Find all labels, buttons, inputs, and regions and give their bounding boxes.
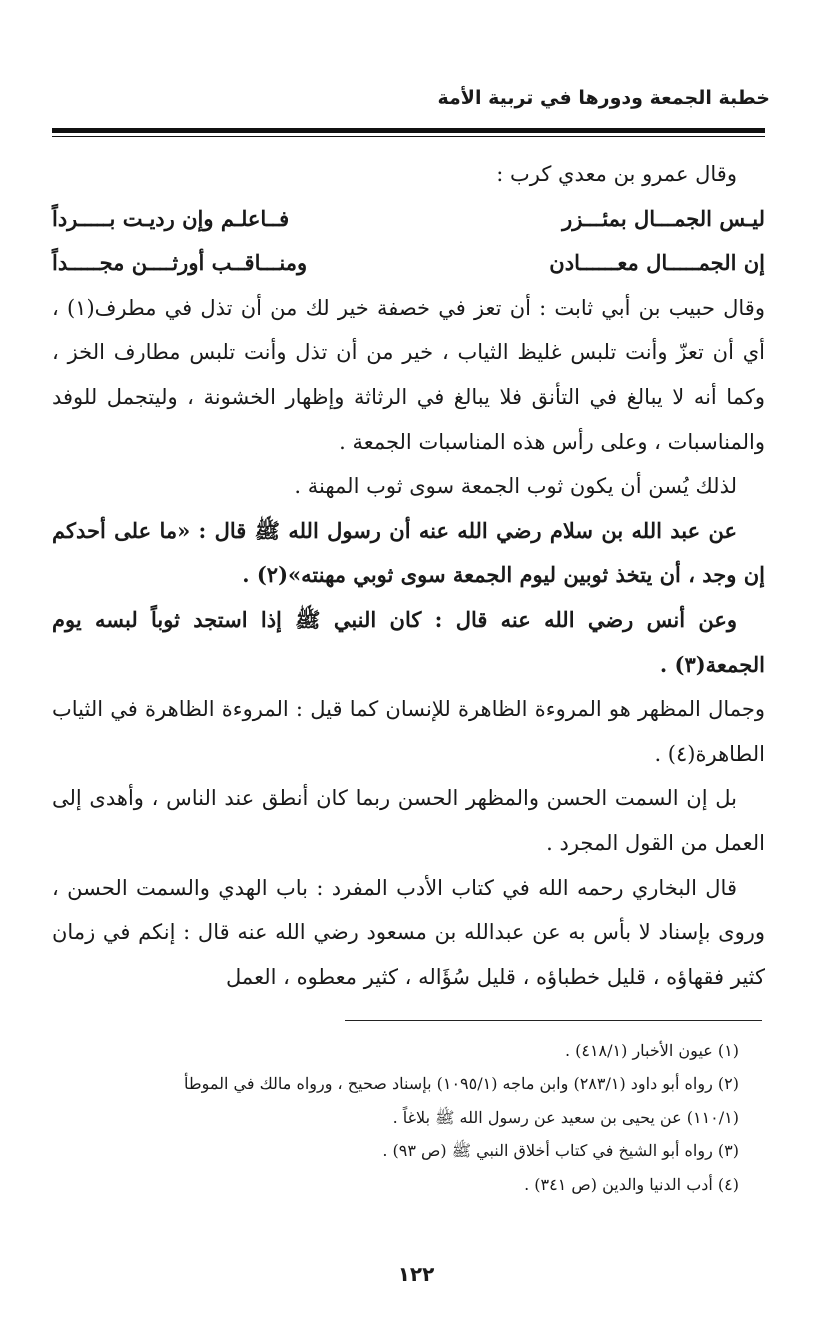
footnotes bbox=[52, 1034, 765, 1201]
footnote-continuation: (١١٠/١) عن يحيى بن سعيد عن رسول الله ﷺ بلاغاً . bbox=[392, 1107, 739, 1127]
footnote: (٣) رواه أبو الشيخ في كتاب أخلاق النبي ﷺ (ص ٩٣) . bbox=[382, 1141, 739, 1161]
hadith-paragraph: عن عبد الله بن سلام رضي الله عنه أن رسول الله ﷺ قال : «ما على أحدكم إن وجد ، أن يتخذ ثوبين ليوم الجمعة سوى ثوبي مهنته»(٢) . bbox=[52, 517, 765, 588]
poem-intro: وقال عمرو بن معدي كرب : bbox=[496, 162, 737, 186]
hadith-paragraph: وعن أنس رضي الله عنه قال : كان النبي ﷺ إذا استجد ثوباً لبسه يوم الجمعة(٣) . bbox=[52, 606, 765, 677]
page-number: ١٢٢ bbox=[397, 1262, 435, 1286]
paragraph: وجمال المظهر هو المروءة الظاهرة للإنسان كما قيل : المروءة الظاهرة في الثياب الطاهرة(٤) . bbox=[52, 697, 765, 766]
header-rule-thin bbox=[52, 136, 765, 137]
verse-second-hemistich: ومنـــاقــب أورثــــن مجـــــداً bbox=[52, 250, 308, 276]
paragraph: بل إن السمت الحسن والمظهر الحسن ربما كان أنطق عند الناس ، وأهدى إلى العمل من القول المجرد . bbox=[52, 786, 765, 855]
footnote: (٤) أدب الدنيا والدين (ص ٣٤١) . bbox=[524, 1174, 739, 1194]
running-title: خطبة الجمعة ودورها في تربية الأمة bbox=[437, 87, 770, 109]
verse-first-hemistich: إن الجمـــــال معــــــادن bbox=[549, 250, 765, 276]
verse-first-hemistich: ليـس الجمـــال بمئـــزر bbox=[562, 205, 765, 231]
paragraph: قال البخاري رحمه الله في كتاب الأدب المفرد : باب الهدي والسمت الحسن ، وروى بإسناد لا بأس به عن عبدالله بن مسعود رضي الله عنه قال : إنكم في زمان كثير فقهاؤه ، قليل خطباؤه ، قليل سُؤَاله ، كثير معطوه ، العمل bbox=[52, 875, 765, 989]
body-text bbox=[52, 152, 765, 999]
verse-second-hemistich: فــاعلـم وإن رديـت بـــــرداً bbox=[52, 205, 290, 231]
paragraph: وقال حبيب بن أبي ثابت : أن تعز في خصفة خير لك من أن تذل في مطرف(١) ، أي أن تعزّ وأنت تلبس غليظ الثياب ، خير من أن تذل وأنت تلبس مطارف الخز ، وكما أنه لا يبالغ في التأنق فلا يبالغ في الرثاثة وإظهار الخشونة ، وليتجمل للوفد والمناسبات ، وعلى رأس هذه المناسبات الجمعة . bbox=[52, 295, 765, 454]
poem-verse bbox=[52, 197, 765, 242]
footnote: (١) عيون الأخبار (٤١٨/١) . bbox=[564, 1041, 739, 1060]
footnote: (٢) رواه أبو داود (٢٨٣/١) وابن ماجه (١٠٩٥/١) بإسناد صحيح ، ورواه مالك في الموطأ bbox=[183, 1074, 739, 1094]
paragraph: لذلك يُسن أن يكون ثوب الجمعة سوى ثوب المهنة . bbox=[294, 474, 737, 499]
footnote-separator bbox=[345, 1020, 762, 1021]
header-rule-thick bbox=[52, 128, 765, 133]
poem-verse bbox=[52, 241, 765, 286]
